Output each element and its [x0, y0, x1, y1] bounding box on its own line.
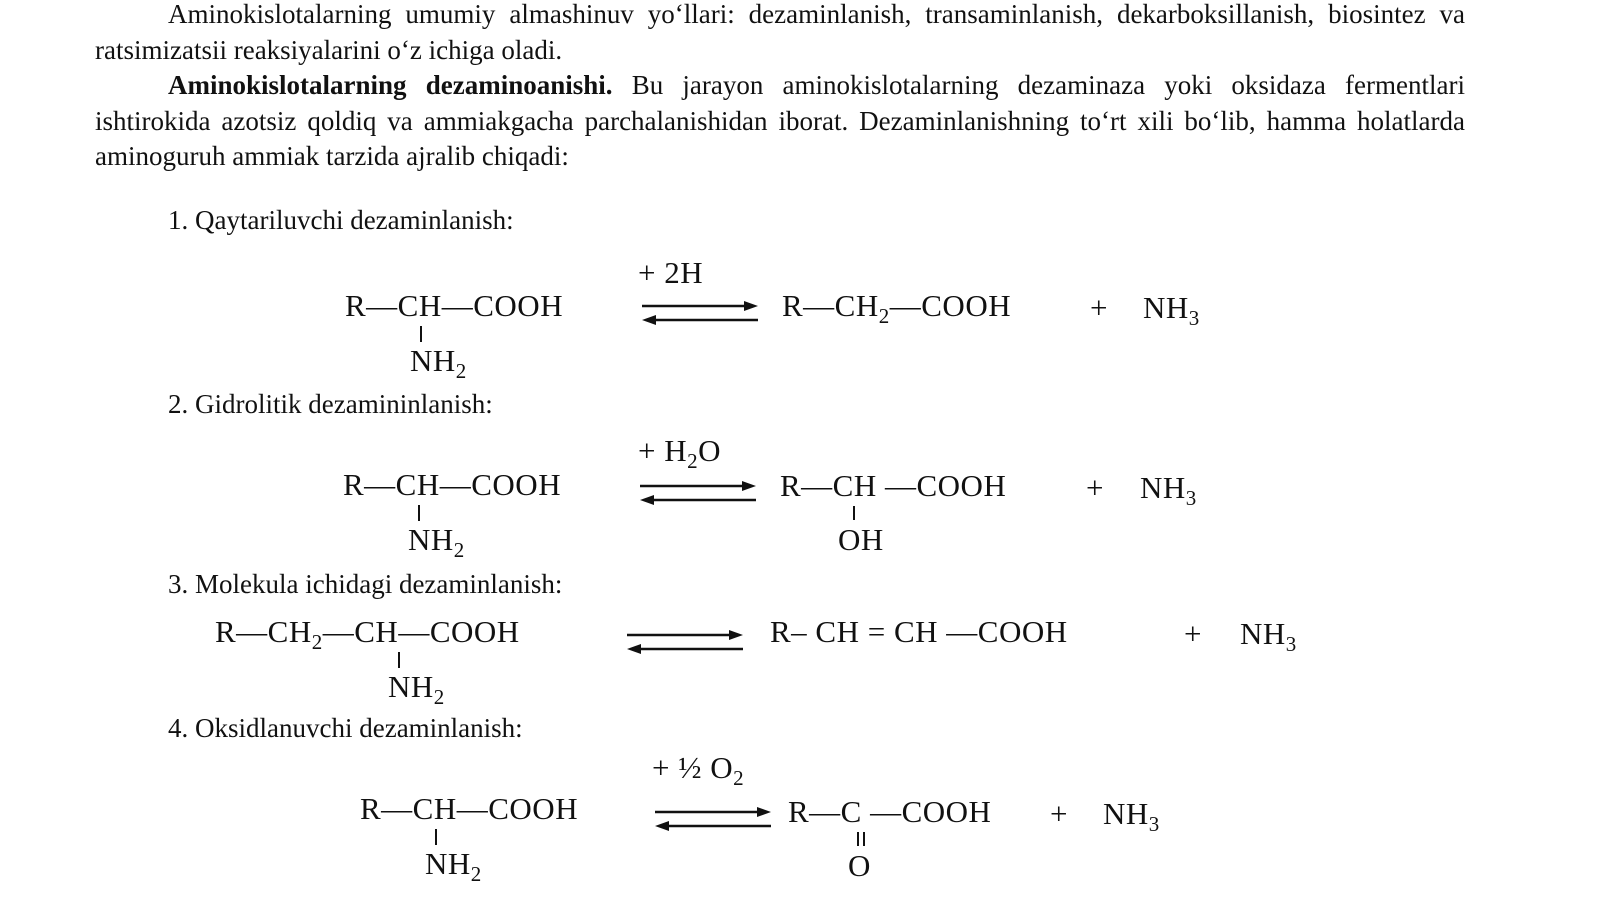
paragraph-pathways: Aminokislotalarning umumiy almashinuv yo‘llari: dezaminlanish, transaminlanish, dekarboksillanish, biosintez va ratsimizatsii reaksiyalarini o‘z ichiga oladi. [95, 0, 1465, 65]
reaction-2-title: 2. Gidrolitik dezamininlanish: [168, 389, 493, 419]
reaction-3-amino-group: $NH_2$ [388, 669, 445, 709]
reaction-1-reactant: R—CH—COOH [345, 288, 564, 323]
paragraph-deamination-body: Bu jarayon aminokislotalarning dezaminaza yoki oksidaza fermentlari ishtirokida azotsiz qoldiq va ammiakgacha parchalanishidan iborat. Dezaminlanishning to‘rt xili bo‘lib, hamma holatlarda aminoguruh ammiak tarzida ajralib chiqadi: [95, 70, 1465, 171]
reaction-4-product: R—C —COOH [788, 794, 992, 829]
reaction-3-ammonia: $NH_3$ [1240, 616, 1297, 656]
equilibrium-arrow-icon [653, 804, 773, 834]
reaction-3-bond [398, 652, 400, 668]
equilibrium-arrow-icon [638, 478, 758, 508]
reaction-3-title: 3. Molekula ichidagi dezaminlanish: [168, 569, 563, 599]
reaction-4-double-bond-b [863, 832, 865, 846]
equilibrium-arrow-icon [625, 627, 745, 657]
reaction-2-ammonia: $NH_3$ [1140, 470, 1197, 510]
reaction-4-double-bond-a [857, 832, 859, 846]
reaction-4-reactant: R—CH—COOH [360, 791, 579, 826]
reaction-3-plus: + [1184, 616, 1202, 651]
reaction-4-plus: + [1050, 796, 1068, 831]
reaction-4-oxygen: O [848, 848, 871, 883]
section-heading: Aminokislotalarning dezaminoanishi. [168, 70, 613, 100]
reaction-1-amino-group: $NH_2$ [410, 343, 467, 383]
reaction-2-amino-group: $NH_2$ [408, 522, 465, 562]
reaction-4-title: 4. Oksidlanuvchi dezaminlanish: [168, 713, 523, 743]
reaction-1-plus: + [1090, 290, 1108, 325]
reaction-3-reactant: $R—CH_2—CH—COOH$ [215, 614, 520, 654]
reaction-2-plus: + [1086, 470, 1104, 505]
reaction-4-amino-group: $NH_2$ [425, 846, 482, 886]
reaction-2-reagent: + $H_2O$ [638, 433, 722, 473]
reaction-4-bond [435, 829, 437, 845]
paragraph-deamination [95, 68, 1465, 175]
reaction-2-product: R—CH —COOH [780, 468, 1007, 503]
reaction-3-product: R– CH = CH —COOH [770, 614, 1068, 649]
equilibrium-arrow-icon [640, 298, 760, 328]
reaction-2-reactant: R—CH—COOH [343, 467, 562, 502]
reaction-1-bond [420, 326, 422, 342]
reaction-2-product-bond [853, 506, 855, 520]
reaction-4-reagent: + ½ $O_2$ [652, 750, 745, 790]
reaction-1-reagent: + 2H [638, 255, 704, 290]
reaction-1-title: 1. Qaytariluvchi dezaminlanish: [168, 205, 514, 235]
reaction-1-product: $R—CH_2—COOH$ [782, 288, 1012, 328]
reaction-2-hydroxyl: OH [838, 522, 884, 557]
reaction-1-ammonia: $NH_3$ [1143, 290, 1200, 330]
reaction-2-bond [418, 505, 420, 521]
reaction-4-ammonia: $NH_3$ [1103, 796, 1160, 836]
intro-paragraph [95, 0, 1465, 175]
